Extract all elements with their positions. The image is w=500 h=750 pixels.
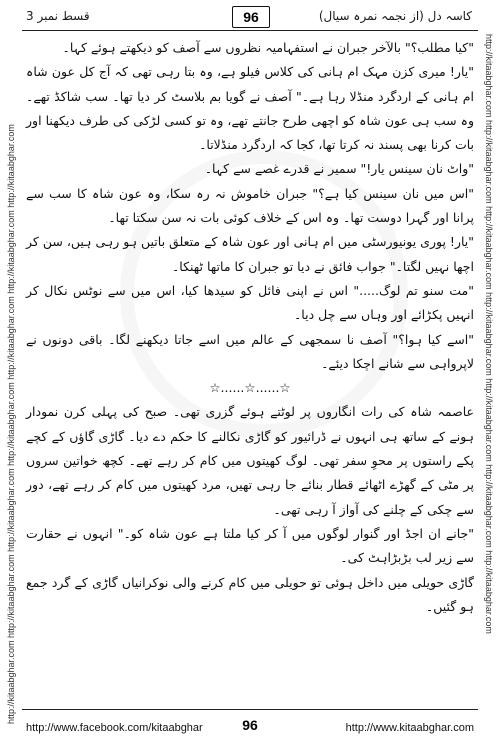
story-body: [26, 36, 474, 706]
header-divider: [22, 30, 478, 31]
footer-divider: [22, 709, 478, 710]
paragraph: "جانے ان اجڈ اور گنوار لوگوں میں آ کر کیا ملتا ہے عون شاہ کو۔" انہوں نے حقارت سے زیر لب بڑبڑاہٹ کی۔: [26, 525, 474, 566]
paragraph: "کیا مطلب؟" بالآخر جبران نے استفہامیہ نظروں سے آصف کو دیکھتے ہوئے کہا۔: [62, 40, 474, 55]
page-footer: [0, 714, 500, 744]
paragraph: "مت سنو تم لوگ....." اس نے اپنی فائل کو سیدھا کیا، اس میں سے نوٹس نکال کر انہیں پکڑائے اور وہاں سے چل دیا۔: [26, 282, 474, 323]
page-number-badge: 96: [232, 6, 270, 28]
paragraph: گاڑی حویلی میں داخل ہوئی تو حویلی میں کام کرنے والی نوکرانیاں گاڑی کے گرد جمع ہو گئیں۔: [26, 574, 474, 614]
paragraph: "اسے کیا ہوا؟" آصف نا سمجھی کے عالم میں اسے جاتا دیکھنے لگا۔ باقی دونوں نے لاپرواہی سے شانے اچکا دیئے۔: [26, 331, 474, 371]
episode-label: قسط نمبر 3: [26, 9, 90, 23]
website-link[interactable]: http://www.kitaabghar.com: [345, 722, 474, 734]
paragraph: "واٹ نان سینس یار!" سمیر نے قدرے غصے سے کہا۔: [204, 161, 474, 177]
facebook-link[interactable]: http://www.facebook.com/kitaabghar: [26, 722, 203, 734]
paragraph: عاصمہ شاہ کی رات انگاروں پر لوٹتے ہوئے گزری تھی۔ صبح کی پہلی کرن نمودار ہونے کے ساتھ ہی انہوں نے ڈرائیور کو گاڑی نکالنے کا حکم دے دیا۔ گاڑی گاؤں کے کچے پکے راستوں پر محوِ سفر تھی۔ لوگ کھیتوں میں کام کر رہے تھے۔ کچھ خواتین سروں پر مٹی کے گھڑے اٹھائے قطار بنائے جا رہی تھیں، مرد کھیتوں میں کام کر رہے تھے، دور سے چکی کے چلنے کی آواز آ رہی تھی۔: [26, 404, 474, 517]
book-title: کاسہ دل (از نجمہ نمرہ سیال): [318, 9, 472, 23]
section-separator: ☆......☆......☆: [209, 380, 291, 396]
page-header: [0, 0, 500, 36]
side-url-right: http://kitaabghar.com http://kitaabghar.com http://kitaabghar.com http://kitaabghar.com http://kitaabghar.com http://kitaabghar.com http://kitaabghar.com: [484, 34, 494, 634]
footer-page-number: 96: [242, 717, 258, 733]
paragraph: "اس میں نان سینس کیا ہے؟" جبران خاموش نہ رہ سکا، وہ عون شاہ کا سب سے پرانا اور گہرا دوست تھا۔ وہ اس کے خلاف کوئی بات نہ سن سکتا تھا۔: [26, 185, 474, 226]
side-url-left: http://kitaabghar.com http://kitaabghar.com http://kitaabghar.com http://kitaabghar.com http://kitaabghar.com http://kitaabghar.com http://kitaabghar.com: [6, 124, 16, 724]
paragraph: "یار! پوری یونیورسٹی میں ام ہانی اور عون شاہ کے متعلق باتیں ہو رہی ہیں، سن کر اچھا نہیں لگتا۔" جواب فائق نے دیا تو جبران کا ماتھا ٹھنکا۔: [26, 234, 474, 274]
paragraph: "یار! میری کزن مہک ام ہانی کی کلاس فیلو ہے، وہ بتا رہی تھی کہ آج کل عون شاہ ام ہانی کے اردگرد منڈلا رہا ہے۔" آصف نے گویا بم بلاسٹ کر دیا تھا۔ سب شاکڈ تھے۔ وہ سب ہی عون شاہ کو اچھی طرح جانتے تھے، وہ تو کسی لڑکی کی طرف دیکھنا اور بات کرنا بھی پسند نہ کرتا تھا، کجا کہ اردگرد منڈلاتا۔: [26, 64, 474, 153]
